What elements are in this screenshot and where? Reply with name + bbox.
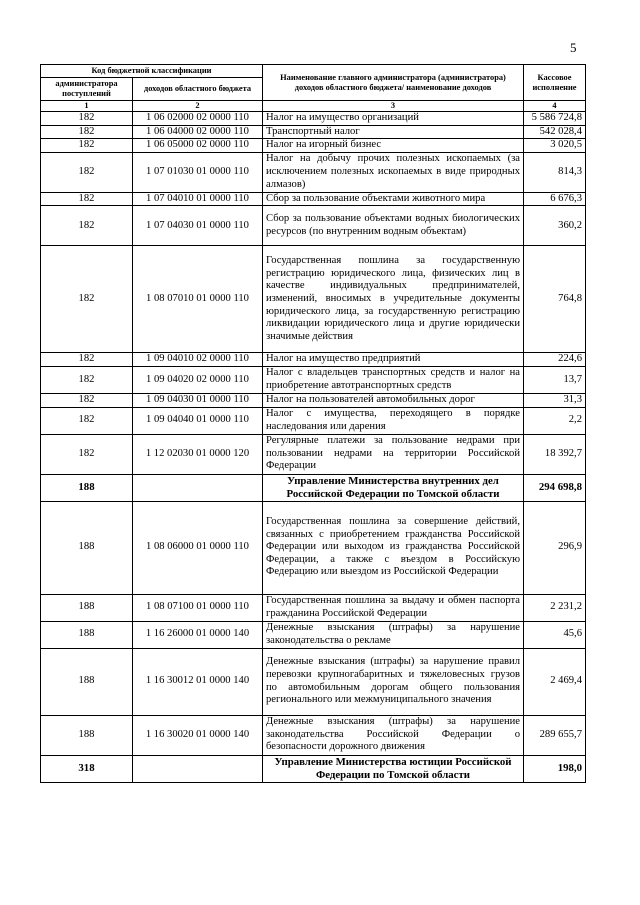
amount-cell: 31,3 (524, 393, 586, 407)
admin-code-cell: 182 (41, 407, 133, 434)
table-row (41, 434, 586, 474)
table-row (41, 621, 586, 648)
amount-cell: 13,7 (524, 366, 586, 393)
budget-code-cell: 1 09 04020 02 0000 110 (133, 366, 263, 393)
amount-cell: 18 392,7 (524, 434, 586, 474)
section-row (41, 755, 586, 782)
header-classification: Код бюджетной классификации (41, 65, 263, 78)
name-cell: Налог на имущество организаций (263, 112, 524, 126)
budget-code-cell: 1 09 04030 01 0000 110 (133, 393, 263, 407)
table-row (41, 366, 586, 393)
admin-code-cell: 182 (41, 366, 133, 393)
budget-code-cell (133, 474, 263, 501)
col-number: 2 (133, 101, 263, 112)
admin-code-cell: 182 (41, 192, 133, 206)
admin-code-cell: 182 (41, 206, 133, 246)
budget-code-cell: 1 16 30012 01 0000 140 (133, 648, 263, 715)
amount-cell: 296,9 (524, 501, 586, 594)
admin-code-cell: 188 (41, 648, 133, 715)
amount-cell: 2 469,4 (524, 648, 586, 715)
section-row (41, 474, 586, 501)
amount-cell: 542 028,4 (524, 125, 586, 139)
amount-cell: 294 698,8 (524, 474, 586, 501)
col-number: 3 (263, 101, 524, 112)
admin-code-cell: 182 (41, 353, 133, 367)
budget-code-cell: 1 06 05000 02 0000 110 (133, 139, 263, 153)
amount-cell: 289 655,7 (524, 715, 586, 755)
name-cell: Регулярные платежи за пользование недрами при пользовании недрами на территории Российской Федерации (263, 434, 524, 474)
name-cell: Денежные взыскания (штрафы) за нарушение законодательства Российской Федерации о безопасности дорожного движения (263, 715, 524, 755)
table-row (41, 192, 586, 206)
admin-code-cell: 182 (41, 246, 133, 353)
table-row (41, 594, 586, 621)
admin-code-cell: 188 (41, 501, 133, 594)
amount-cell: 814,3 (524, 152, 586, 192)
budget-code-cell: 1 09 04010 02 0000 110 (133, 353, 263, 367)
table-row (41, 139, 586, 153)
budget-code-cell: 1 16 26000 01 0000 140 (133, 621, 263, 648)
admin-code-cell: 188 (41, 715, 133, 755)
admin-code-cell: 182 (41, 125, 133, 139)
amount-cell: 224,6 (524, 353, 586, 367)
budget-code-cell: 1 08 07100 01 0000 110 (133, 594, 263, 621)
budget-code-cell: 1 12 02030 01 0000 120 (133, 434, 263, 474)
budget-code-cell: 1 06 02000 02 0000 110 (133, 112, 263, 126)
budget-code-cell: 1 08 06000 01 0000 110 (133, 501, 263, 594)
amount-cell: 360,2 (524, 206, 586, 246)
name-cell: Транспортный налог (263, 125, 524, 139)
name-cell: Налог с имущества, переходящего в порядке наследования или дарения (263, 407, 524, 434)
admin-code-cell: 188 (41, 621, 133, 648)
admin-code-cell: 182 (41, 139, 133, 153)
admin-code-cell: 188 (41, 474, 133, 501)
col-number: 4 (524, 101, 586, 112)
column-number-row (41, 101, 586, 112)
table-row (41, 393, 586, 407)
table-row (41, 715, 586, 755)
amount-cell: 764,8 (524, 246, 586, 353)
amount-cell: 198,0 (524, 755, 586, 782)
amount-cell: 3 020,5 (524, 139, 586, 153)
budget-code-cell: 1 07 04010 01 0000 110 (133, 192, 263, 206)
header-name: Наименование главного администратора (администратора) доходов областного бюджета/ наименование доходов (263, 65, 524, 101)
admin-code-cell: 318 (41, 755, 133, 782)
table-row (41, 501, 586, 594)
table-row (41, 648, 586, 715)
amount-cell: 2,2 (524, 407, 586, 434)
budget-code-cell: 1 07 04030 01 0000 110 (133, 206, 263, 246)
amount-cell: 2 231,2 (524, 594, 586, 621)
budget-code-cell (133, 755, 263, 782)
table-row (41, 152, 586, 192)
name-cell: Государственная пошлина за совершение действий, связанных с приобретением гражданства Российской Федерации или выходом из гражданства Российской Федерации, а также с въездом в Российскую Федерацию или выездом из Российской Федерации (263, 501, 524, 594)
amount-cell: 5 586 724,8 (524, 112, 586, 126)
admin-code-cell: 188 (41, 594, 133, 621)
col-number: 1 (41, 101, 133, 112)
name-cell: Государственная пошлина за государственную регистрацию юридического лица, физических лиц в качестве индивидуальных предпринимателей, изменений, вносимых в учредительные документы юридического лица, за государственную регистрацию ликвидации юридического лица и другие юридически значимые действия (263, 246, 524, 353)
header-code: доходов областного бюджета (133, 78, 263, 101)
name-cell: Управление Министерства внутренних дел Российской Федерации по Томской области (263, 474, 524, 501)
admin-code-cell: 182 (41, 393, 133, 407)
admin-code-cell: 182 (41, 112, 133, 126)
name-cell: Налог на пользователей автомобильных дорог (263, 393, 524, 407)
budget-code-cell: 1 09 04040 01 0000 110 (133, 407, 263, 434)
table-row (41, 206, 586, 246)
name-cell: Налог с владельцев транспортных средств и налог на приобретение автотранспортных средств (263, 366, 524, 393)
budget-code-cell: 1 16 30020 01 0000 140 (133, 715, 263, 755)
amount-cell: 45,6 (524, 621, 586, 648)
page-number: 5 (570, 40, 577, 55)
name-cell: Налог на игорный бизнес (263, 139, 524, 153)
header-admin: администратора поступлений (41, 78, 133, 101)
name-cell: Налог на добычу прочих полезных ископаемых (за исключением полезных ископаемых в виде природных алмазов) (263, 152, 524, 192)
header-amount: Кассовое исполнение (524, 65, 586, 101)
admin-code-cell: 182 (41, 152, 133, 192)
name-cell: Сбор за пользование объектами животного мира (263, 192, 524, 206)
table-row (41, 112, 586, 126)
table-row (41, 353, 586, 367)
admin-code-cell: 182 (41, 434, 133, 474)
name-cell: Денежные взыскания (штрафы) за нарушение законодательства о рекламе (263, 621, 524, 648)
name-cell: Государственная пошлина за выдачу и обмен паспорта гражданина Российской Федерации (263, 594, 524, 621)
budget-code-cell: 1 07 01030 01 0000 110 (133, 152, 263, 192)
table-row (41, 407, 586, 434)
amount-cell: 6 676,3 (524, 192, 586, 206)
budget-table (40, 64, 586, 783)
name-cell: Денежные взыскания (штрафы) за нарушение правил перевозки крупногабаритных и тяжеловесных грузов по автомобильным дорогам общего пользования регионального или межмуниципального значения (263, 648, 524, 715)
budget-code-cell: 1 06 04000 02 0000 110 (133, 125, 263, 139)
name-cell: Управление Министерства юстиции Российской Федерации по Томской области (263, 755, 524, 782)
table-row (41, 125, 586, 139)
table-row (41, 246, 586, 353)
name-cell: Налог на имущество предприятий (263, 353, 524, 367)
name-cell: Сбор за пользование объектами водных биологических ресурсов (по внутренним водным объектам) (263, 206, 524, 246)
budget-code-cell: 1 08 07010 01 0000 110 (133, 246, 263, 353)
